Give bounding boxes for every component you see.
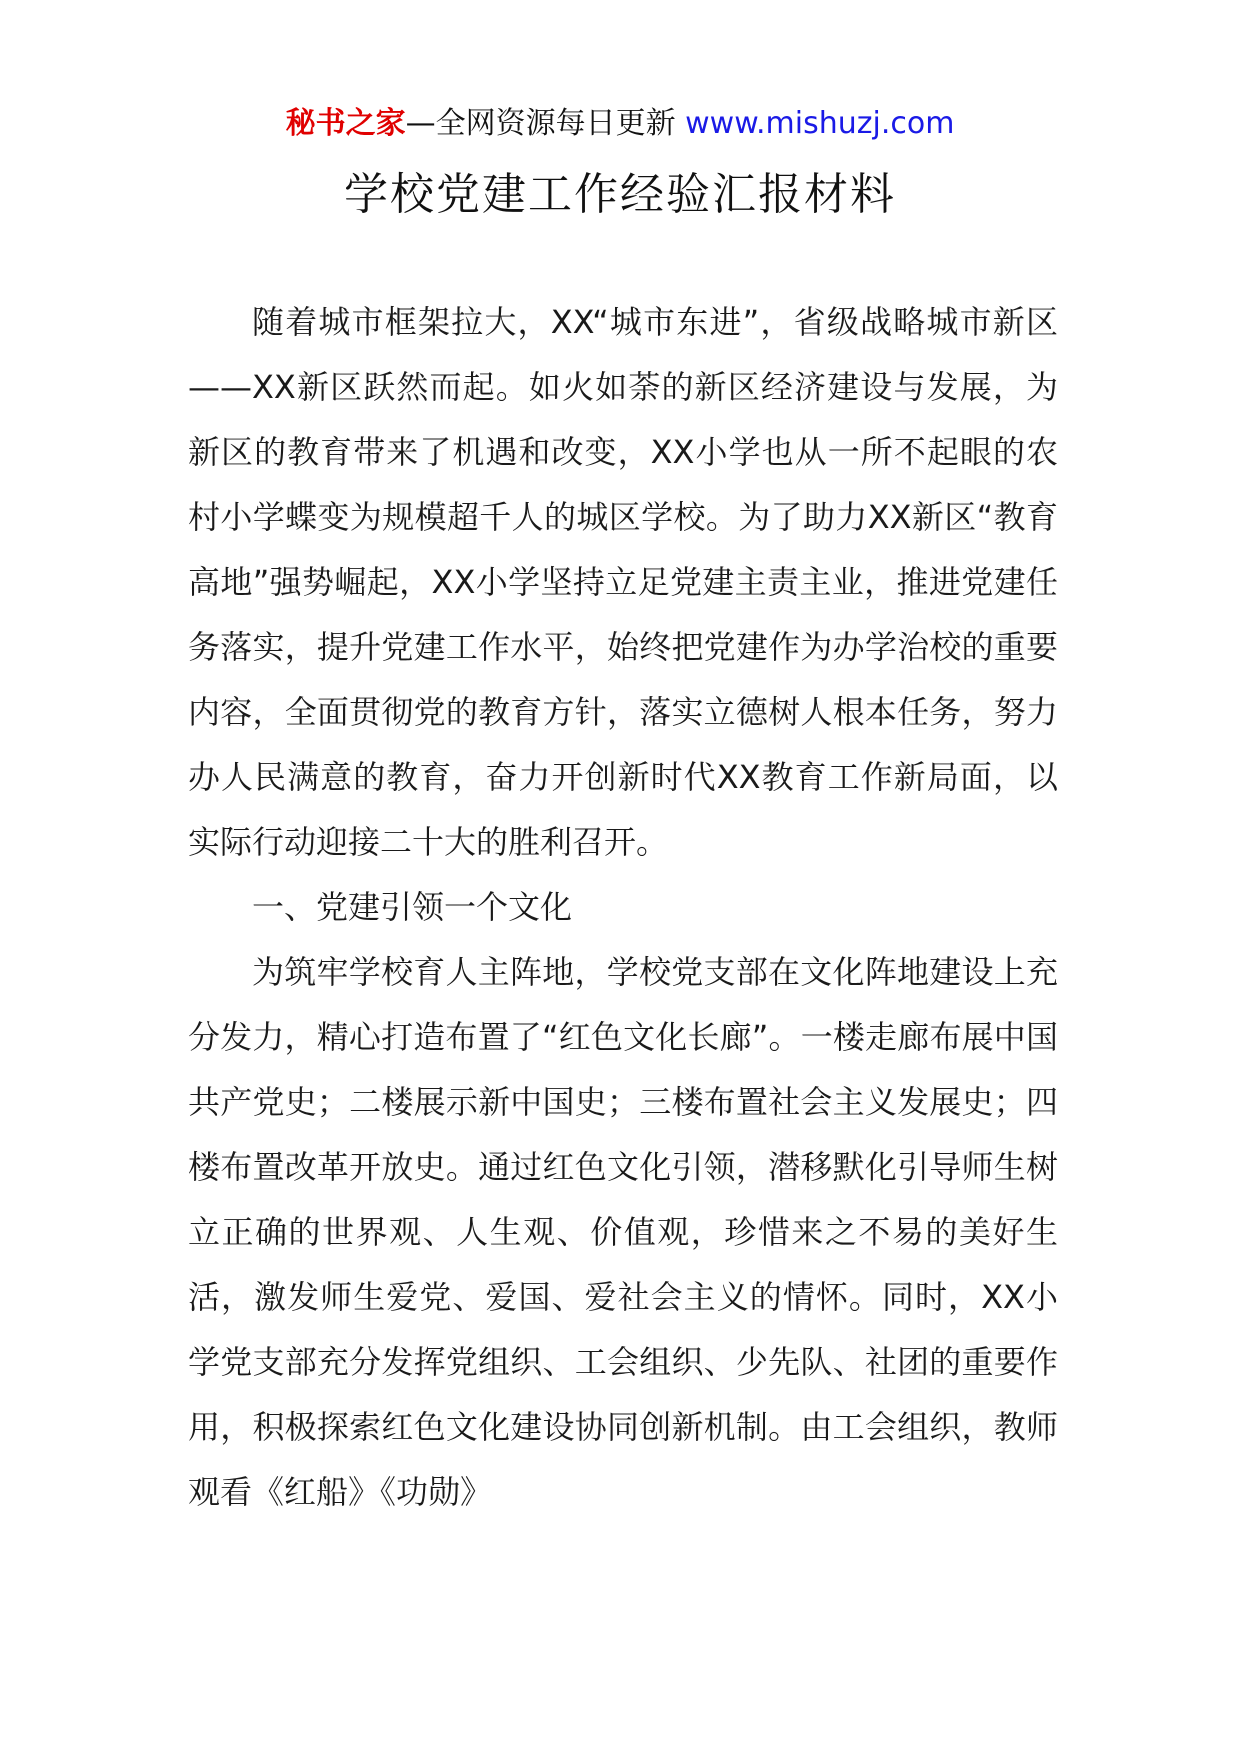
banner-tagline: —全网资源每日更新 — [405, 106, 686, 141]
document-title: 学校党建工作经验汇报材料 — [344, 169, 896, 220]
section-heading-1: 一、党建引领一个文化 — [252, 888, 573, 926]
site-banner — [0, 102, 1240, 146]
intro-paragraph: 随着城市框架拉大，XX“城市东进”，省级战略城市新区——XX新区跃然而起。如火如荼的新区经济建设与发展，为新区的教育带来了机遇和改变，XX小学也从一所不起眼的农村小学蝶变为规模超千人的城区学校。为了助力XX新区“教育高地”强势崛起，XX小学坚持立足党建主责主业，推进党建任务落实，提升党建工作水平，始终把党建作为办学治校的重要内容，全面贯彻党的教育方针，落实立德树人根本任务，努力办人民满意的教育，奋力开创新时代XX教育工作新局面，以实际行动迎接二十大的胜利召开。 — [188, 303, 1058, 861]
site-url-link[interactable]: www.mishuzj.com — [685, 106, 955, 141]
brand-name: 秘书之家 — [285, 106, 406, 141]
section-1-paragraph: 为筑牢学校育人主阵地，学校党支部在文化阵地建设上充分发力，精心打造布置了“红色文化长廊”。一楼走廊布展中国共产党史；二楼展示新中国史；三楼布置社会主义发展史；四楼布置改革开放史。通过红色文化引领，潜移默化引导师生树立正确的世界观、人生观、价值观，珍惜来之不易的美好生活，激发师生爱党、爱国、爱社会主义的情怀。同时，XX小学党支部充分发挥党组织、工会组织、少先队、社团的重要作用，积极探索红色文化建设协同创新机制。由工会组织，教师观看《红船》《功勋》 — [188, 953, 1058, 1511]
document-body — [188, 290, 1058, 1525]
